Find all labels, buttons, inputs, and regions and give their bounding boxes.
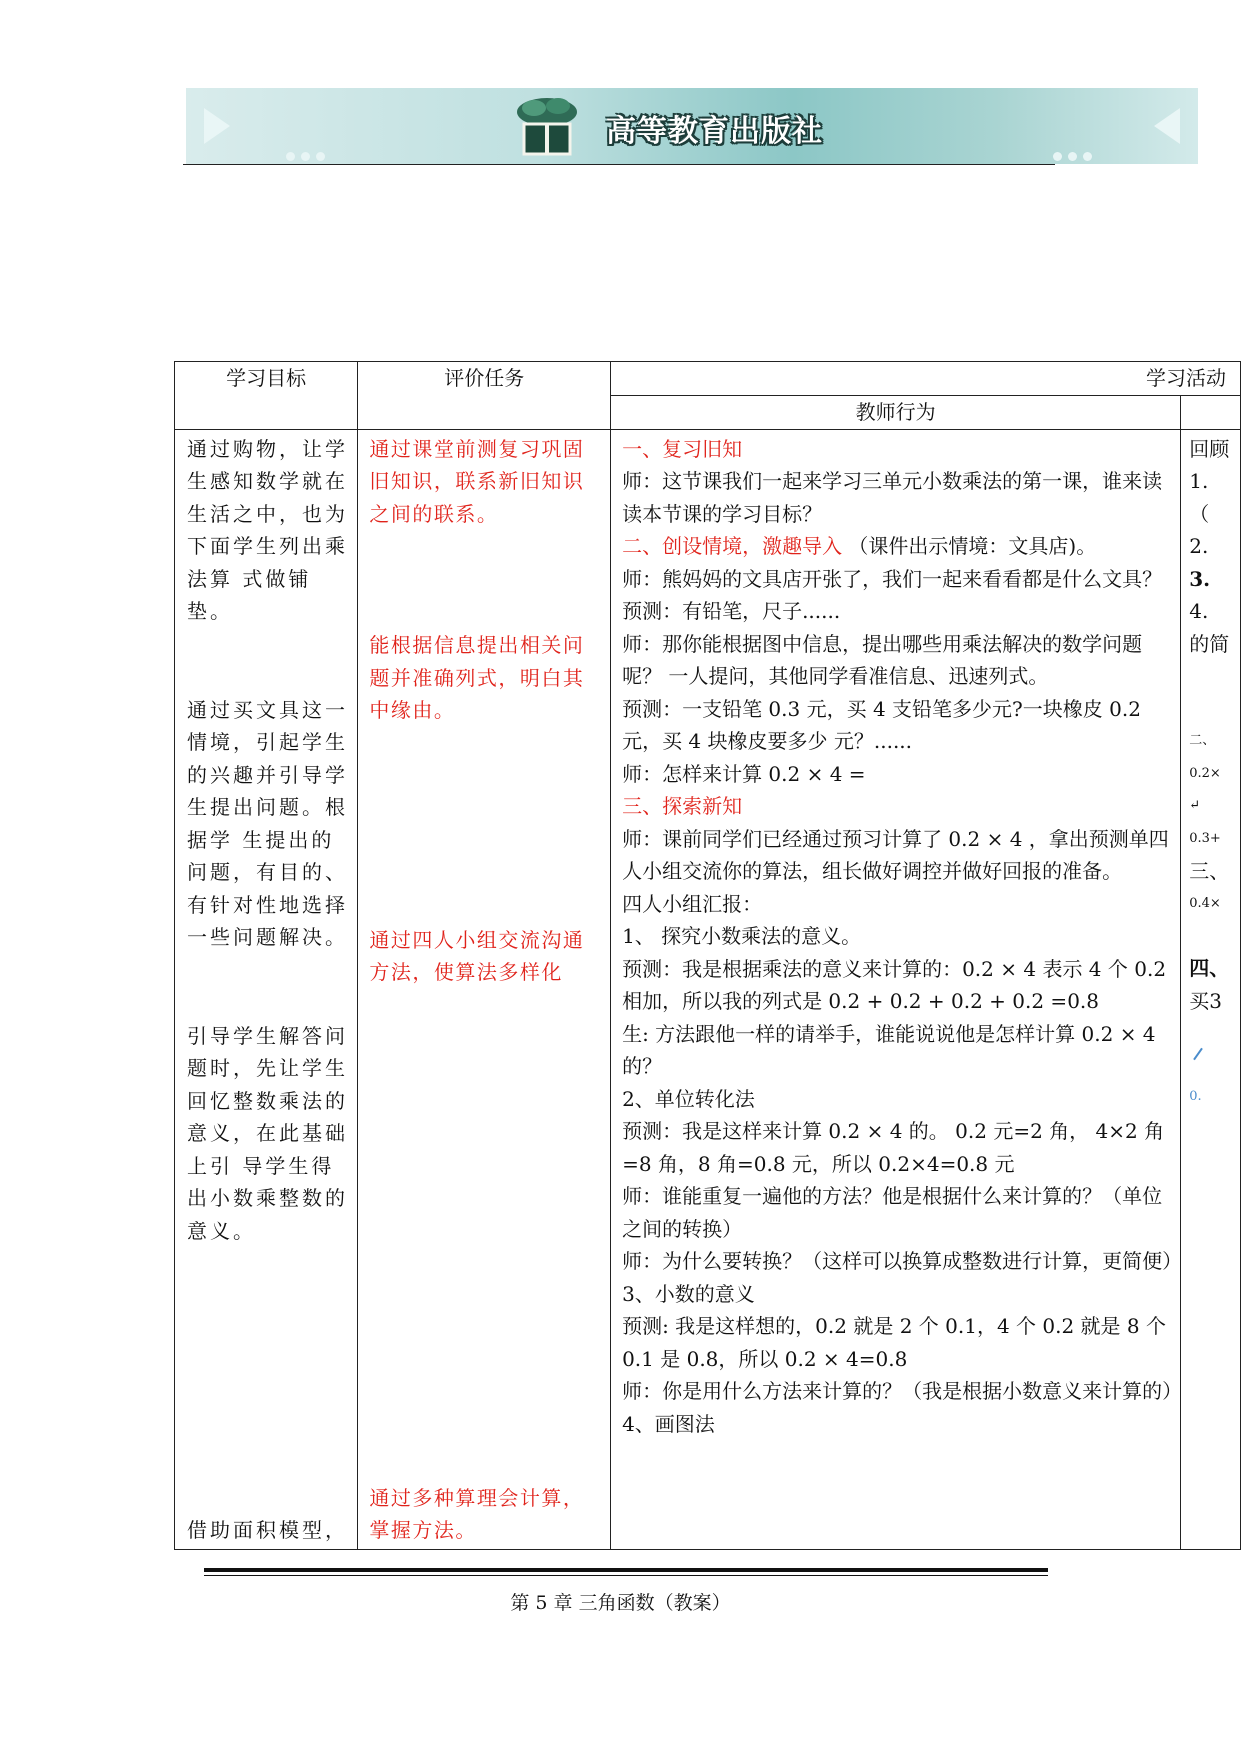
teacher-line: 生: 方法跟他一样的请举手，谁能说说他是怎样计算 0.2 × 4 的？ — [622, 1021, 1156, 1078]
teacher-line: 师：怎样来计算 0.2 × 4 = — [622, 761, 866, 786]
teacher-line: 4、画图法 — [622, 1411, 715, 1436]
student-fragment: 二、 — [1189, 733, 1216, 748]
student-fragment: 3. — [1189, 566, 1211, 591]
publisher-name: 高等教育出版社 — [606, 114, 823, 149]
task-item: 通过多种算理会计算，掌握方法。 — [369, 1485, 585, 1542]
section-heading: 二、创设情境，激趣导入 — [622, 534, 843, 558]
diagram-fragment-icon — [1189, 1037, 1207, 1071]
student-fragment: 0. — [1189, 1088, 1202, 1104]
section-heading: 三、探索新知 — [622, 794, 743, 818]
goal-item: 通过购物，让学生感知数学就在生活之中，也为下面学生列出乘法算 式做铺垫。 — [187, 436, 348, 623]
student-fragment: 三、 — [1189, 859, 1230, 883]
teacher-line: 师：谁能重复一遍他的方法？他是根据什么来计算的？（单位之间的转换） — [622, 1184, 1163, 1241]
header-evaluation-task: 评价任务 — [358, 362, 611, 430]
student-fragment: （ — [1189, 501, 1210, 526]
goal-item: 借助面积模型， — [187, 1517, 348, 1542]
goal-item: 通过买文具这一情境，引起学生的兴趣并引导学生提出问题。根据学 生提出的问题，有目的、有针对性地选择一些问题解决。 — [187, 697, 348, 949]
teacher-line: 师：那你能根据图中信息，提出哪些用乘法解决的数学问题呢？ 一人提问，其他同学看准信息、迅速列式。 — [622, 631, 1143, 688]
student-fragment: 买3 — [1189, 988, 1222, 1013]
teacher-line-mixed — [622, 530, 1174, 563]
task-item: 能根据信息提出相关问题并准确列式，明白其中缘由。 — [369, 633, 585, 722]
student-fragment: ↵ — [1189, 798, 1201, 813]
dots-decoration-right — [1053, 146, 1098, 165]
teacher-line: 预测：我是根据乘法的意义来计算的：0.2 × 4 表示 4 个 0.2 相加，所以我的列式是 0.2 + 0.2 + 0.2 + 0.2 =0.8 — [622, 956, 1167, 1013]
teacher-line: 师：你是用什么方法来计算的？（我是根据小数意义来计算的） — [622, 1379, 1183, 1403]
teacher-behavior-cell — [611, 429, 1181, 1549]
student-behavior-cell — [1181, 429, 1241, 1549]
section-note: （课件出示情境：文具店)。 — [842, 534, 1097, 558]
student-fragment: 0.4× — [1189, 895, 1221, 911]
student-fragment: 2. — [1189, 534, 1209, 558]
header-learning-activity: 学习活动 — [611, 362, 1241, 396]
teacher-line: 预测: 我是这样想的，0.2 就是 2 个 0.1，4 个 0.2 就是 8 个 0.1 是 0.8，所以 0.2 × 4=0.8 — [622, 1314, 1166, 1371]
arrow-left-decoration — [204, 108, 230, 144]
teacher-line: 师：为什么要转换？（这样可以换算成整数进行计算，更简便） — [622, 1249, 1183, 1273]
task-item: 通过四人小组交流沟通方法，使算法多样化 — [369, 927, 585, 984]
footer-divider-thick — [204, 1568, 1048, 1572]
teacher-line: 四人小组汇报： — [622, 891, 763, 916]
student-fragment: 4. — [1189, 599, 1209, 623]
header-banner — [186, 88, 1198, 164]
teacher-line: 1、 探究小数乘法的意义。 — [622, 924, 862, 948]
teacher-line: 3、小数的意义 — [622, 1281, 755, 1306]
header-teacher-behavior: 教师行为 — [611, 395, 1181, 429]
header-learning-goal: 学习目标 — [175, 362, 358, 430]
section-heading: 一、复习旧知 — [622, 436, 743, 461]
goal-item: 引导学生解答问题时，先让学生回忆整数乘法的意义，在此基础上引 导学生得出小数乘整数的意义。 — [187, 1023, 348, 1243]
page-footer: 第 5 章 三角函数（教案） — [510, 1592, 731, 1614]
teacher-line: 师：熊妈妈的文具店开张了，我们一起来看看都是什么文具？ — [622, 566, 1163, 591]
footer-divider-thin — [204, 1575, 1048, 1576]
student-fragment: 1. — [1189, 469, 1209, 493]
teacher-line: 预测：有铅笔，尺子...... — [622, 599, 841, 623]
student-fragment: 回顾 — [1189, 436, 1230, 461]
header-student-behavior — [1181, 395, 1241, 429]
header-divider — [183, 164, 1055, 165]
teacher-line: 预测：我是这样来计算 0.2 × 4 的。 0.2 元=2 角， 4×2 角=8 角，8 角=0.8 元，所以 0.2×4=0.8 元 — [622, 1119, 1165, 1176]
lesson-plan-table — [174, 361, 1241, 1550]
evaluation-tasks-cell — [358, 429, 611, 1549]
student-fragment: 四、 — [1189, 956, 1230, 980]
learning-goals-cell — [175, 429, 358, 1549]
dots-decoration-left — [286, 146, 331, 165]
task-item: 通过课堂前测复习巩固旧知识，联系新旧知识之间的联系。 — [369, 436, 585, 526]
teacher-line: 2、单位转化法 — [622, 1086, 755, 1111]
teacher-line: 师：这节课我们一起来学习三单元小数乘法的第一课，谁来读读本节课的学习目标？ — [622, 469, 1163, 526]
student-fragment: 0.3+ — [1189, 830, 1221, 846]
student-fragment: 的简 — [1189, 631, 1230, 656]
arrow-right-decoration — [1154, 108, 1180, 144]
book-tree-logo-icon — [512, 94, 582, 158]
teacher-line: 师：课前同学们已经通过预习计算了 0.2 × 4 ，拿出预测单四人小组交流你的算法，组长做好调控并做好回报的准备。 — [622, 826, 1169, 883]
teacher-line: 预测：一支铅笔 0.3 元，买 4 支铅笔多少元?一块橡皮 0.2 元，买 4 块橡皮要多少 元？...... — [622, 696, 1141, 753]
student-fragment: 0.2× — [1189, 765, 1221, 781]
